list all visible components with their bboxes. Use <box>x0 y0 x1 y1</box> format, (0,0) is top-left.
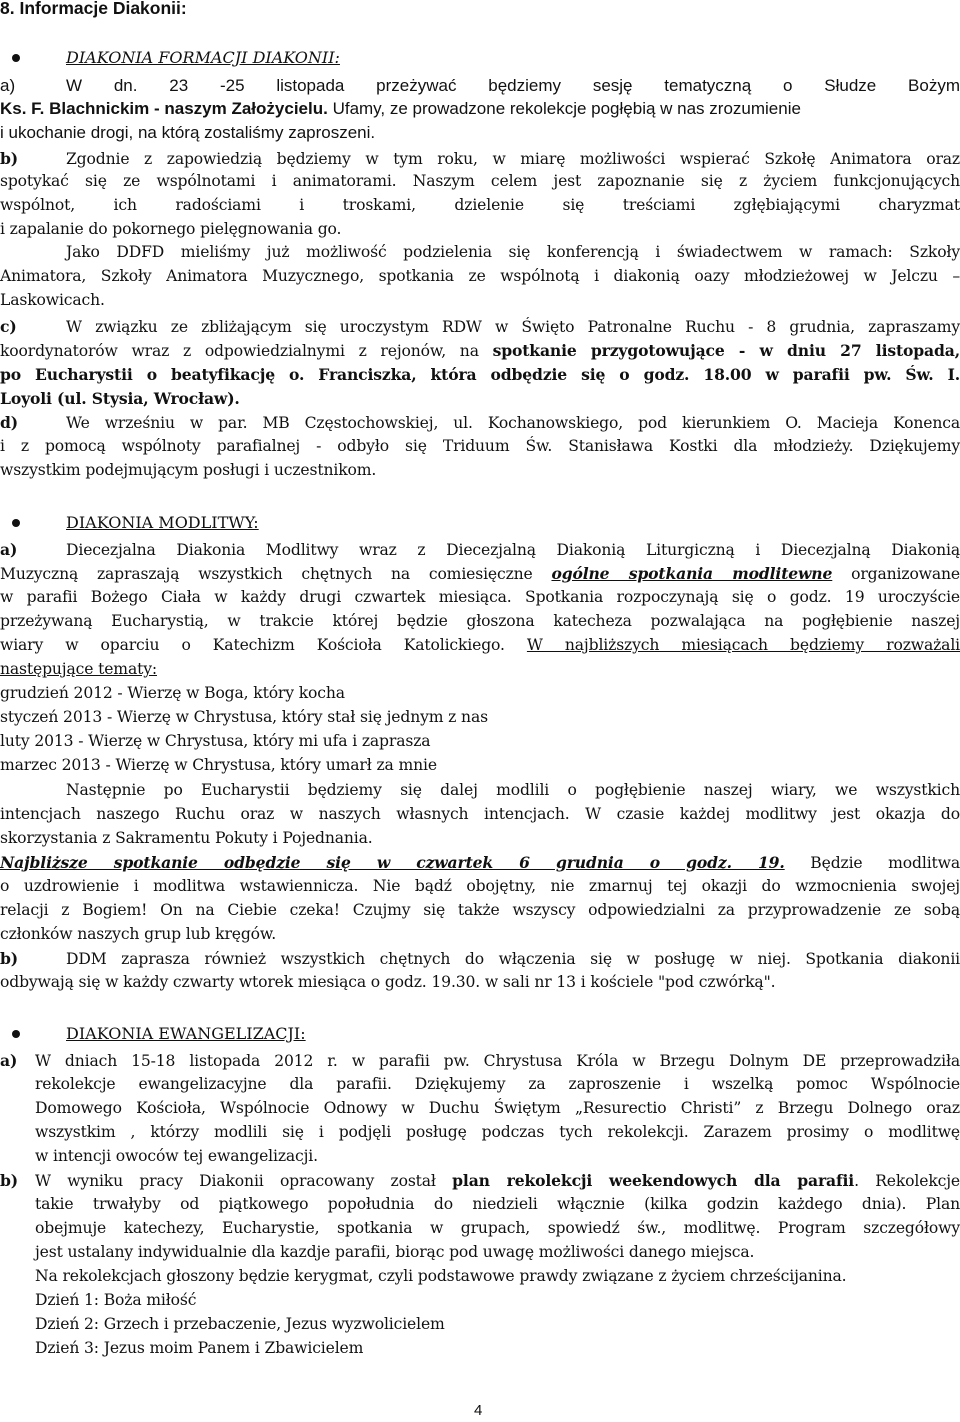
label-a: a) <box>0 76 16 95</box>
formacja-c-line2: koordynatorów wraz z odpowiedzialnymi z rejonów, na spotkanie przygotowujące - w dniu 27 listopada, <box>0 341 960 360</box>
ewangelizacja-b-line1: b) W wyniku pracy Diakonii opracowany został plan rekolekcji weekendowych dla parafii. Rekolekcje <box>0 1171 960 1190</box>
label-a: a) <box>0 1051 18 1070</box>
formacja-a-line2: Ks. F. Blachnickim - naszym Założycielu. Ufamy, ze prowadzone rekolekcje pogłębią w nas zrozumienie <box>0 99 801 118</box>
modlitwa-p-line1: Następnie po Eucharystii będziemy się dalej modlili o pogłębienie naszej wiary, we wszystkich <box>66 781 960 799</box>
ewangelizacja-a-line5: w intencji owoców tej ewangelizacji. <box>35 1147 318 1165</box>
ewangelizacja-a-line1: a) W dniach 15-18 listopada 2012 r. w parafii pw. Chrystusa Króla w Brzegu Dolnym DE przeprowadziła <box>0 1051 960 1070</box>
formacja-a-line3: i ukochanie drogi, na którą zostaliśmy zaproszeni. <box>0 123 376 142</box>
label-b: b) <box>0 149 18 168</box>
day-item: Dzień 2: Grzech i przebaczenie, Jezus wyzwolicielem <box>35 1315 445 1333</box>
modlitwa-a-line3: w parafii Bożego Ciała w każdy drugi czwartek miesiąca. Spotkania rozpoczynają się o godz. 19 uroczyście <box>0 588 960 606</box>
formacja-d-line2: i z pomocą wspólnoty parafialnej - odbyło się Triduum Św. Stanisława Kostki dla młodzieży. Dziękujemy <box>0 437 960 455</box>
ewangelizacja-b-line3: obejmuje katechezy, Eucharystie, spotkania w grupach, spowiedź św., modlitwę. Program szczegółowy <box>35 1219 960 1237</box>
topic-item: grudzień 2012 - Wierzę w Boga, który kocha <box>0 684 345 702</box>
label-b: b) <box>0 949 18 968</box>
day-item: Dzień 3: Jezus moim Panem i Zbawicielem <box>35 1339 364 1357</box>
modlitwa-b-line1: b) DDM zaprasza również wszystkich chętnych do włączenia się w posługę w niej. Spotkania diakonii <box>0 949 960 968</box>
page-number: 4 <box>474 1402 483 1419</box>
formacja-d-line3: wszystkim podejmującym posługi i uczestnikom. <box>0 461 377 479</box>
formacja-d-line1: d) We wrześniu w par. MB Częstochowskiej, ul. Kochanowskiego, pod kierunkiem O. Macieja Konenca <box>0 413 960 432</box>
modlitwa-next-line3: relacji z Bogiem! On na Ciebie czeka! Czujmy się także wszyscy odpowiedzialni za przyprowadzenie ze sobą <box>0 901 960 919</box>
modlitwa-p-line3: skorzystania z Sakramentu Pokuty i Pojednania. <box>0 829 373 847</box>
formacja-c-line4: Loyoli (ul. Stysia, Wrocław). <box>0 389 240 408</box>
topic-item: marzec 2013 - Wierzę w Chrystusa, który umarł za mnie <box>0 756 437 774</box>
ewangelizacja-b-line4: jest ustalany indywidualnie dla kazdje parafii, biorąc pod uwagę możliwości danego miejsca. <box>35 1243 755 1261</box>
bullet-formacja <box>12 54 20 62</box>
bullet-ewangelizacja <box>12 1030 20 1038</box>
ewangelizacja-b-line5: Na rekolekcjach głoszony będzie kerygmat, czyli podstawowe prawdy związane z życiem chrześcijanina. <box>35 1267 847 1285</box>
modlitwa-next-line2: o uzdrowienie i modlitwa wstawiennicza. Nie bądź obojętny, nie zmarnuj tej okazji do wzmocnienia swojej <box>0 877 960 895</box>
label-c: c) <box>0 317 17 336</box>
modlitwa-a-line2: Muzyczną zapraszają wszystkich chętnych na comiesięczne ogólne spotkania modlitewne organizowane <box>0 564 960 583</box>
ewangelizacja-a-line2: rekolekcje ewangelizacyjne dla parafii. Dziękujemy za zaproszenie i wszelką pomoc Wspólnocie <box>35 1075 960 1093</box>
ewangelizacja-b-line2: takie trwałyby od piątkowego popołudnia do niedzieli włącznie (kilka godzin każdego dnia). Plan <box>35 1195 960 1213</box>
heading-ewangelizacja: DIAKONIA EWANGELIZACJI: <box>66 1024 306 1043</box>
label-d: d) <box>0 413 18 432</box>
formacja-a-line1: a) W dn. 23 -25 listopada przeżywać będziemy sesję tematyczną o Słudze Bożym <box>0 76 960 95</box>
label-a: a) <box>0 540 18 559</box>
formacja-b-line5: Jako DDFD mieliśmy już możliwość podzielenia się konferencją i świadectwem w ramach: Szkoły <box>66 243 960 261</box>
formacja-b-line6: Animatora, Szkoły Animatora Muzycznego, spotkania ze wspólnotą i diakonią oazy młodzieżowej w Jelczu – <box>0 267 960 285</box>
modlitwa-a-line6: następujące tematy: <box>0 660 157 678</box>
section-title: 8. Informacje Diakonii: <box>0 0 187 18</box>
topic-item: styczeń 2013 - Wierzę w Chrystusa, który stał się jednym z nas <box>0 708 488 726</box>
label-b: b) <box>0 1171 18 1190</box>
day-item: Dzień 1: Boża miłość <box>35 1291 197 1309</box>
formacja-b-line2: spotykać się ze wspólnotami i animatorami. Naszym celem jest zapoznanie się z życiem funkcjonujących <box>0 172 960 190</box>
topic-item: luty 2013 - Wierzę w Chrystusa, który mi ufa i zaprasza <box>0 732 431 750</box>
modlitwa-a-line4: przeżywaną Eucharystią, w trakcie której będzie głoszona katecheza pozwalająca na pogłębienie naszej <box>0 612 960 630</box>
formacja-b-line1: b) Zgodnie z zapowiedzią będziemy w tym roku, w miarę możliwości wspierać Szkołę Animatora oraz <box>0 149 960 168</box>
ewangelizacja-a-line3: Domowego Kościoła, Wspólnocie Odnowy w Duchu Świętym „Resurectio Christi” z Brzegu Dolnego oraz <box>35 1099 960 1117</box>
formacja-c-line3: po Eucharystii o beatyfikację o. Franciszka, która odbędzie się o godz. 18.00 w parafii pw. Św. I. <box>0 365 960 384</box>
modlitwa-b-line2: odbywają się w każdy czwarty wtorek miesiąca o godz. 19.30. w sali nr 13 i kościele "pod czwórką". <box>0 973 776 991</box>
heading-modlitwa: DIAKONIA MODLITWY: <box>66 513 259 532</box>
formacja-c-line1: c) W związku ze zbliżającym się uroczystym RDW w Święto Patronalne Ruchu - 8 grudnia, zapraszamy <box>0 317 960 336</box>
bullet-modlitwa <box>12 519 20 527</box>
ewangelizacja-a-line4: wszystkim , którzy modlili się i podjęli posługę podczas tych rekolekcji. Zarazem prosimy o modlitwę <box>35 1123 960 1141</box>
heading-formacja: DIAKONIA FORMACJI DIAKONII: <box>66 48 340 67</box>
modlitwa-next-line1: Najbliższe spotkanie odbędzie się w czwartek 6 grudnia o godz. 19. Będzie modlitwa <box>0 853 960 872</box>
modlitwa-next-line4: członków naszych grup lub kręgów. <box>0 925 277 943</box>
modlitwa-a-line5: wiary w oparciu o Katechizm Kościoła Katolickiego. W najbliższych miesiącach będziemy rozważali <box>0 636 960 654</box>
formacja-b-line4: i zapalanie do pokornego pielęgnowania go. <box>0 220 342 238</box>
modlitwa-a-line1: a) Diecezjalna Diakonia Modlitwy wraz z Diecezjalną Diakonią Liturgiczną i Diecezjalną Diakonią <box>0 540 960 559</box>
modlitwa-p-line2: intencjach naszego Ruchu oraz w naszych własnych intencjach. W czasie każdej modlitwy jest okazja do <box>0 805 960 823</box>
formacja-b-line3: wspólnot, ich radościami i troskami, dzielenie się treściami zgłębiającymi charyzmat <box>0 196 960 214</box>
formacja-b-line7: Laskowicach. <box>0 291 105 309</box>
